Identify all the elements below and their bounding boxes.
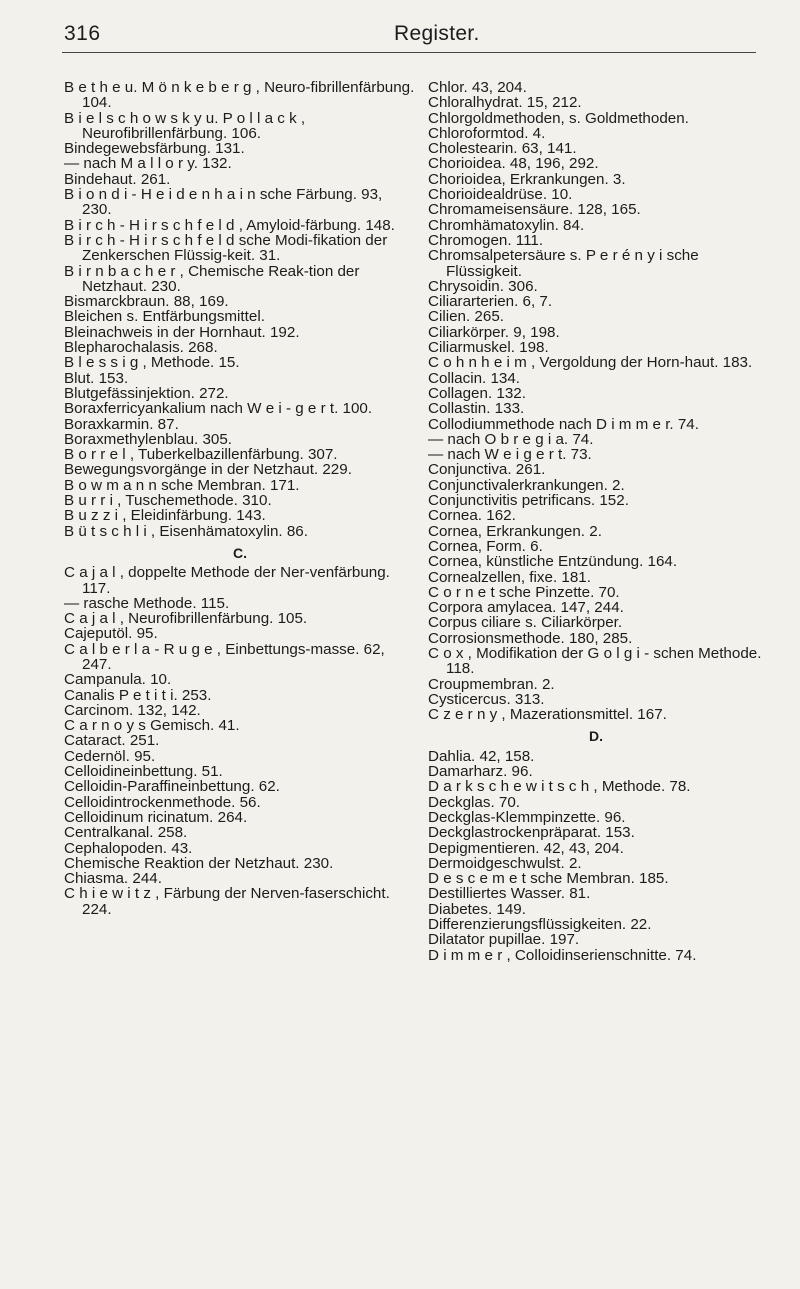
- index-entry: B o w m a n n sche Membran. 171.: [64, 476, 300, 494]
- index-entry: Cornealzellen, fixe. 181.: [428, 568, 591, 586]
- index-entry: B i o n d i - H e i d e n h a i n sche Färbung. 93, 230.: [64, 186, 383, 219]
- index-entry: Centralkanal. 258.: [64, 824, 188, 842]
- index-entry: Chrysoidin. 306.: [428, 277, 538, 295]
- index-entry: Differenzierungsflüssigkeiten. 22.: [428, 916, 652, 934]
- index-entry: B u z z i , Eleidinfärbung. 143.: [64, 507, 266, 525]
- index-entry: Cornea, Erkrankungen. 2.: [428, 522, 602, 540]
- index-entry: Conjunctiva. 261.: [428, 461, 546, 479]
- index-entry: B i r c h - H i r s c h f e l d sche Modi-fikation der Zenkerschen Flüssig-keit. 31.: [64, 231, 388, 265]
- section-heading: D.: [589, 728, 603, 745]
- index-entry: Collodiummethode nach D i m m e r. 74.: [428, 415, 699, 433]
- index-entry: — rasche Methode. 115.: [64, 594, 230, 612]
- index-entry: Diabetes. 149.: [428, 900, 526, 918]
- index-entry: Bindehaut. 261.: [64, 170, 171, 188]
- index-entry: Collacin. 134.: [428, 369, 521, 387]
- index-entry: Carcinom. 132, 142.: [64, 701, 201, 719]
- index-entry: Chlor. 43, 204.: [428, 79, 527, 96]
- index-entry: Chiasma. 244.: [64, 870, 162, 888]
- index-entry: Cornea, künstliche Entzündung. 164.: [428, 553, 678, 571]
- index-entry: B l e s s i g , Methode. 15.: [64, 354, 240, 372]
- index-entry: Chorioidea, Erkrankungen. 3.: [428, 170, 626, 188]
- index-entry: Conjunctivitis petrificans. 152.: [428, 492, 629, 510]
- index-entry: B u r r i , Tuschemethode. 310.: [64, 492, 272, 510]
- index-entry: Ciliarmuskel. 198.: [428, 339, 549, 357]
- index-entry: Chorioidea. 48, 196, 292.: [428, 155, 599, 173]
- index-entry: Cysticercus. 313.: [428, 690, 545, 708]
- index-entry: — nach O b r e g i a. 74.: [428, 430, 594, 448]
- index-entry: Cornea, Form. 6.: [428, 537, 543, 555]
- index-entry: Cedernöl. 95.: [64, 747, 156, 765]
- index-entry: B o r r e l , Tuberkelbazillenfärbung. 307.: [64, 446, 338, 464]
- index-entry: Chorioidealdrüse. 10.: [428, 186, 573, 204]
- index-entry: Damarharz. 96.: [428, 763, 533, 781]
- index-entry: Collagen. 132.: [428, 384, 526, 402]
- index-entry: Celloidinum ricinatum. 264.: [64, 808, 248, 826]
- index-entry: Chloralhydrat. 15, 212.: [428, 94, 582, 112]
- index-entry: Chemische Reaktion der Netzhaut. 230.: [64, 854, 334, 872]
- index-entry: Bismarckbraun. 88, 169.: [64, 293, 229, 311]
- index-entry: — nach W e i g e r t. 73.: [428, 446, 592, 464]
- index-entry: C o r n e t sche Pinzette. 70.: [428, 583, 620, 601]
- index-entry: B i r c h - H i r s c h f e l d , Amyloid-färbung. 148.: [64, 216, 395, 234]
- index-entry: Deckglas. 70.: [428, 793, 521, 811]
- index-entry: Chromameisensäure. 128, 165.: [428, 201, 641, 219]
- index-entry: Bleinachweis in der Hornhaut. 192.: [64, 323, 300, 341]
- index-entry: Cataract. 251.: [64, 732, 160, 750]
- index-entry: Conjunctivalerkrankungen. 2.: [428, 476, 625, 494]
- index-entry: Destilliertes Wasser. 81.: [428, 885, 591, 903]
- index-entry: Blepharochalasis. 268.: [64, 339, 218, 357]
- index-entry: C z e r n y , Mazerationsmittel. 167.: [428, 706, 667, 724]
- index-entry: Cilien. 265.: [428, 308, 504, 326]
- section-heading: C.: [233, 544, 247, 561]
- index-entry: Boraxmethylenblau. 305.: [64, 430, 233, 448]
- page-header: [64, 22, 754, 52]
- index-entry: B ü t s c h l i , Eisenhämatoxylin. 86.: [64, 522, 308, 540]
- index-entry: Croupmembran. 2.: [428, 675, 555, 693]
- index-entry: D e s c e m e t sche Membran. 185.: [428, 870, 669, 888]
- right-column: [428, 80, 764, 963]
- index-entry: Blut. 153.: [64, 369, 129, 387]
- index-entry: Dilatator pupillae. 197.: [428, 931, 580, 949]
- index-entry: Chromsalpetersäure s. P e r é n y i sche Flüssigkeit.: [428, 247, 699, 280]
- index-entry: Canalis P e t i t i. 253.: [64, 686, 212, 704]
- index-entry: Deckglas-Klemmpinzette. 96.: [428, 808, 626, 826]
- index-entry: Celloidin-Paraffineinbettung. 62.: [64, 778, 280, 796]
- header-rule: [62, 52, 756, 53]
- index-entry: C a j a l , Neurofibrillenfärbung. 105.: [64, 610, 308, 628]
- index-entry: Ciliarkörper. 9, 198.: [428, 323, 560, 341]
- index-entry: Corrosionsmethode. 180, 285.: [428, 629, 633, 647]
- index-entry: C h i e w i t z , Färbung der Nerven-faserschicht. 224.: [64, 885, 390, 918]
- index-entry: B i e l s c h o w s k y u. P o l l a c k , Neurofibrillenfärbung. 106.: [64, 109, 306, 142]
- index-entry: D a r k s c h e w i t s c h , Methode. 78.: [428, 778, 691, 796]
- page-number: 316: [64, 22, 101, 45]
- index-entry: C a j a l , doppelte Methode der Ner-venfärbung. 117.: [64, 564, 390, 597]
- index-entry: Deckglastrockenpräparat. 153.: [428, 824, 635, 842]
- left-column: [64, 80, 416, 917]
- index-entry: Dermoidgeschwulst. 2.: [428, 854, 582, 872]
- index-entry: Bewegungsvorgänge in der Netzhaut. 229.: [64, 461, 352, 479]
- index-entry: Campanula. 10.: [64, 671, 172, 689]
- index-entry: Boraxkarmin. 87.: [64, 415, 179, 433]
- index-entry: C o h n h e i m , Vergoldung der Horn-haut. 183.: [428, 354, 753, 372]
- index-entry: Chromogen. 111.: [428, 231, 544, 249]
- index-entry: Cajeputöl. 95.: [64, 625, 158, 643]
- running-head: Register.: [394, 22, 480, 45]
- index-entry: Chromhämatoxylin. 84.: [428, 216, 585, 234]
- index-entry: — nach M a l l o r y. 132.: [64, 155, 232, 173]
- index-entry: Blutgefässinjektion. 272.: [64, 384, 229, 402]
- index-entry: Depigmentieren. 42, 43, 204.: [428, 839, 624, 857]
- index-entry: Corpus ciliare s. Ciliarkörper.: [428, 614, 623, 632]
- index-entry: Ciliararterien. 6, 7.: [428, 293, 553, 311]
- index-entry: Boraxferricyankalium nach W e i - g e r t. 100.: [64, 400, 373, 418]
- index-entry: Dahlia. 42, 158.: [428, 747, 535, 765]
- index-entry: B i r n b a c h e r , Chemische Reak-tion der Netzhaut. 230.: [64, 262, 360, 295]
- index-entry: Bindegewebsfärbung. 131.: [64, 140, 245, 158]
- index-entry: Corpora amylacea. 147, 244.: [428, 599, 624, 617]
- index-entry: Bleichen s. Entfärbungsmittel.: [64, 308, 265, 326]
- index-entry: C o x , Modifikation der G o l g i - schen Methode. 118.: [428, 644, 762, 678]
- index-entry: Cholestearin. 63, 141.: [428, 140, 577, 158]
- index-entry: D i m m e r , Colloidinserienschnitte. 74.: [428, 946, 697, 964]
- index-entry: Cornea. 162.: [428, 507, 516, 525]
- index-entry: Chloroformtod. 4.: [428, 124, 546, 142]
- index-entry: Celloidintrockenmethode. 56.: [64, 793, 261, 811]
- index-entry: B e t h e u. M ö n k e b e r g , Neuro-fibrillenfärbung. 104.: [64, 79, 415, 112]
- index-entry: C a l b e r l a - R u g e , Einbettungs-masse. 62, 247.: [64, 640, 385, 673]
- index-entry: C a r n o y s Gemisch. 41.: [64, 717, 240, 735]
- index-entry: Celloidineinbettung. 51.: [64, 763, 223, 781]
- index-entry: Collastin. 133.: [428, 400, 525, 418]
- index-entry: Chlorgoldmethoden, s. Goldmethoden.: [428, 109, 689, 127]
- index-entry: Cephalopoden. 43.: [64, 839, 193, 857]
